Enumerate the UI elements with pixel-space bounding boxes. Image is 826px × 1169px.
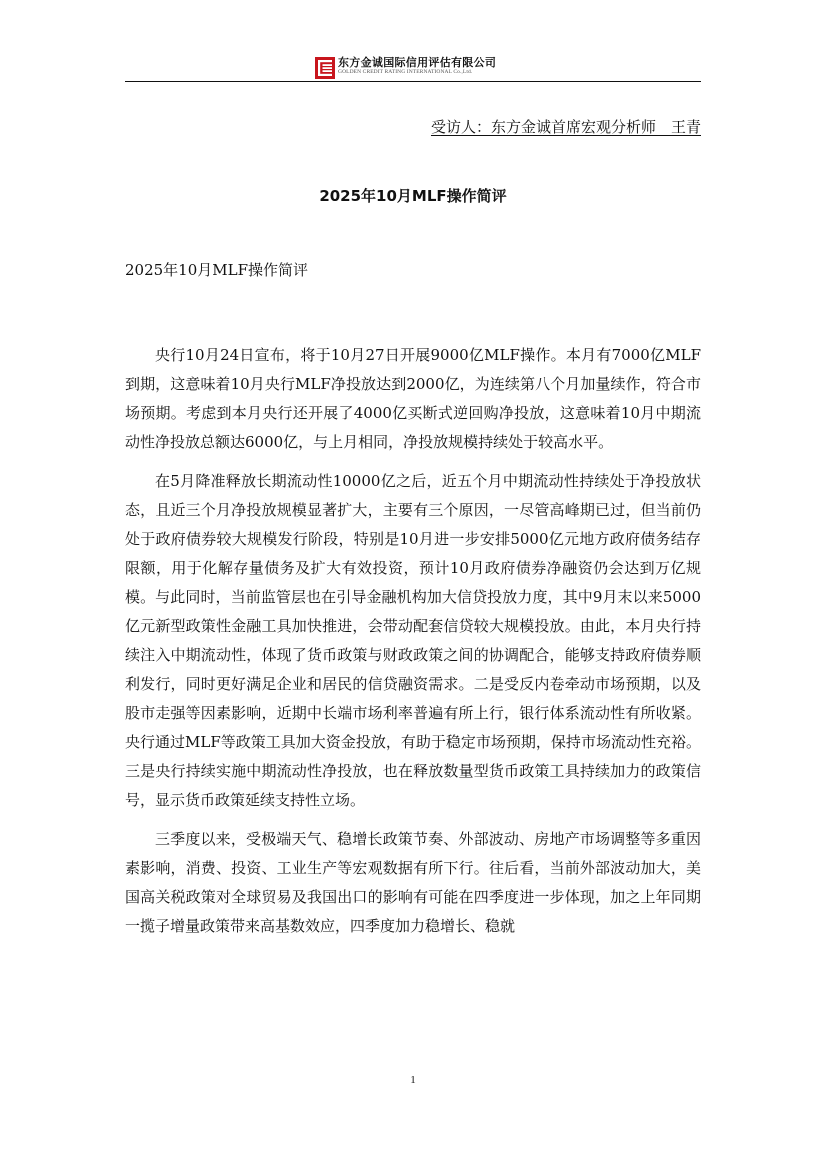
paragraph-2: 在5月降准释放长期流动性10000亿之后，近五个月中期流动性持续处于净投放状态，且近三个月净投放规模显著扩大，主要有三个原因，一尽管高峰期已过，但当前仍处于政府债券较大规模发行阶段，特别是10月进一步安排5000亿元地方政府债务结存限额，用于化解存量债务及扩大有效投资，预计10月政府债券净融资仍会达到万亿规模。与此同时，当前监管层也在引导金融机构加大信贷投放力度，其中9月末以来5000亿元新型政策性金融工具加快推进，会带动配套信贷较大规模投放。由此，本月央行持续注入中期流动性，体现了货币政策与财政政策之间的协调配合，能够支持政府债券顺利发行，同时更好满足企业和居民的信贷融资需求。二是受反内卷牵动市场预期，以及股市走强等因素影响，近期中长端市场利率普遍有所上行，银行体系流动性有所收紧。央行通过MLF等政策工具加大资金投放，有助于稳定市场预期，保持市场流动性充裕。三是央行持续实施中期流动性净投放，也在释放数量型货币政策工具持续加力的政策信号，显示货币政策延续支持性立场。	[125, 472, 701, 809]
company-logo-icon	[315, 57, 335, 79]
paragraph-3: 三季度以来，受极端天气、稳增长政策节奏、外部波动、房地产市场调整等多重因素影响，消费、投资、工业生产等宏观数据有所下行。往后看，当前外部波动加大，美国高关税政策对全球贸易及我国出口的影响有可能在四季度进一步体现，加之上年同期一揽子增量政策带来高基数效应，四季度加力稳增长、稳就	[125, 830, 701, 935]
page-header	[125, 54, 701, 84]
interviewee-line: 受访人：东方金诚首席宏观分析师 王青	[430, 118, 701, 136]
company-name-cn: 东方金诚国际信用评估有限公司	[338, 56, 497, 69]
company-logo	[315, 56, 496, 80]
document-subtitle: 2025年10月MLF操作简评	[125, 261, 308, 279]
body-text	[125, 341, 701, 951]
paragraph-1: 央行10月24日宣布，将于10月27日开展9000亿MLF操作。本月有7000亿MLF到期，这意味着10月央行MLF净投放达到2000亿，为连续第八个月加量续作，符合市场预期。考虑到本月央行还开展了4000亿买断式逆回购净投放，这意味着10月中期流动性净投放总额达6000亿，与上月相同，净投放规模持续处于较高水平。	[125, 346, 701, 451]
header-divider	[125, 81, 701, 82]
company-name-en: GOLDEN CREDIT RATING INTERNATIONAL Co.,Ltd.	[338, 69, 473, 75]
page-number: 1	[410, 1074, 416, 1086]
document-title: 2025年10月MLF操作简评	[319, 187, 507, 205]
